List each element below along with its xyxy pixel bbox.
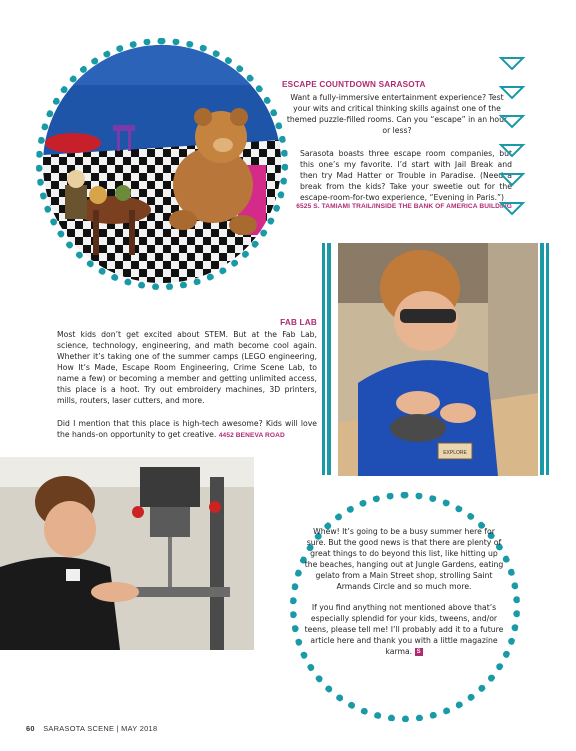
publication-name: SARASOTA SCENE bbox=[43, 724, 115, 733]
drill-press-photo bbox=[0, 457, 254, 650]
stripe-left-2 bbox=[327, 243, 331, 475]
page-footer bbox=[26, 724, 157, 733]
fab-paragraph-2: Did I mention that this place is high-tech awesome? Kids will love the hands-on opportunity to get creative. 4452 BENEVA ROAD bbox=[57, 419, 317, 439]
escape-room-photo bbox=[36, 38, 288, 290]
escape-paragraph-2: Sarasota boasts three escape room companies, but this one’s my favorite. I’d start with Jail Break and then try Mad Hatter or Trouble in Paradise. (Need a break from the kids? Take your sweetie out for the escape-room-for-two experience, “Evening in Paris.”) bbox=[300, 149, 512, 202]
stripe-right-1 bbox=[540, 243, 544, 475]
escape-paragraph-1: Want a fully-immersive entertainment experience? Test your wits and critical thinking skills against one of the themed puzzle-filled rooms. Can you “escape” in an hour or less? bbox=[286, 93, 508, 135]
page-number: 60 bbox=[26, 724, 35, 733]
triangle-icons bbox=[498, 55, 526, 225]
escape-title: ESCAPE COUNTDOWN SARASOTA bbox=[282, 80, 426, 89]
closing-text bbox=[304, 526, 504, 657]
issue-date: | MAY 2018 bbox=[116, 724, 158, 733]
end-mark-icon: S bbox=[416, 649, 421, 655]
stripe-right-2 bbox=[546, 243, 549, 475]
fab-lab-kid-photo bbox=[338, 243, 538, 476]
escape-address: 6525 S. TAMIAMI TRAIL/INSIDE THE BANK OF AMERICA BUILDING bbox=[296, 203, 512, 210]
closing-paragraph-1: Whew! It’s going to be a busy summer here for sure. But the good news is that there are plenty of great things to do beyond this list, like hitting up the beaches, hanging out at Jungle Gardens, eating gelato from a Main Street shop, strolling Saint Armands Circle and so much more. bbox=[304, 527, 504, 591]
fab-paragraph-1: Most kids don’t get excited about STEM. But at the Fab Lab, science, technology, engineering, and math become cool again. Whether it’s taking one of the summer camps (LEGO engineering, How It’s Made, Escape Room Engineering, Crime Scene Lab, to name a few) or becoming a member and getting unlimited access, this place is a hoot. Try out embroidery machines, 3D printers, mills, routers, laser cutters, and more. bbox=[57, 330, 317, 405]
fab-address: 4452 BENEVA ROAD bbox=[218, 432, 285, 439]
fab-title: FAB LAB bbox=[280, 318, 317, 327]
closing-paragraph-2: If you find anything not mentioned above that’s especially splendid for your kids, tweens, and/or teens, please tell me! I’ll probably add it to a future article here and thank you with a little magazine karma. S bbox=[304, 603, 504, 656]
stripe-left-1 bbox=[322, 243, 325, 475]
sign-text: EXPLORE bbox=[443, 450, 467, 456]
